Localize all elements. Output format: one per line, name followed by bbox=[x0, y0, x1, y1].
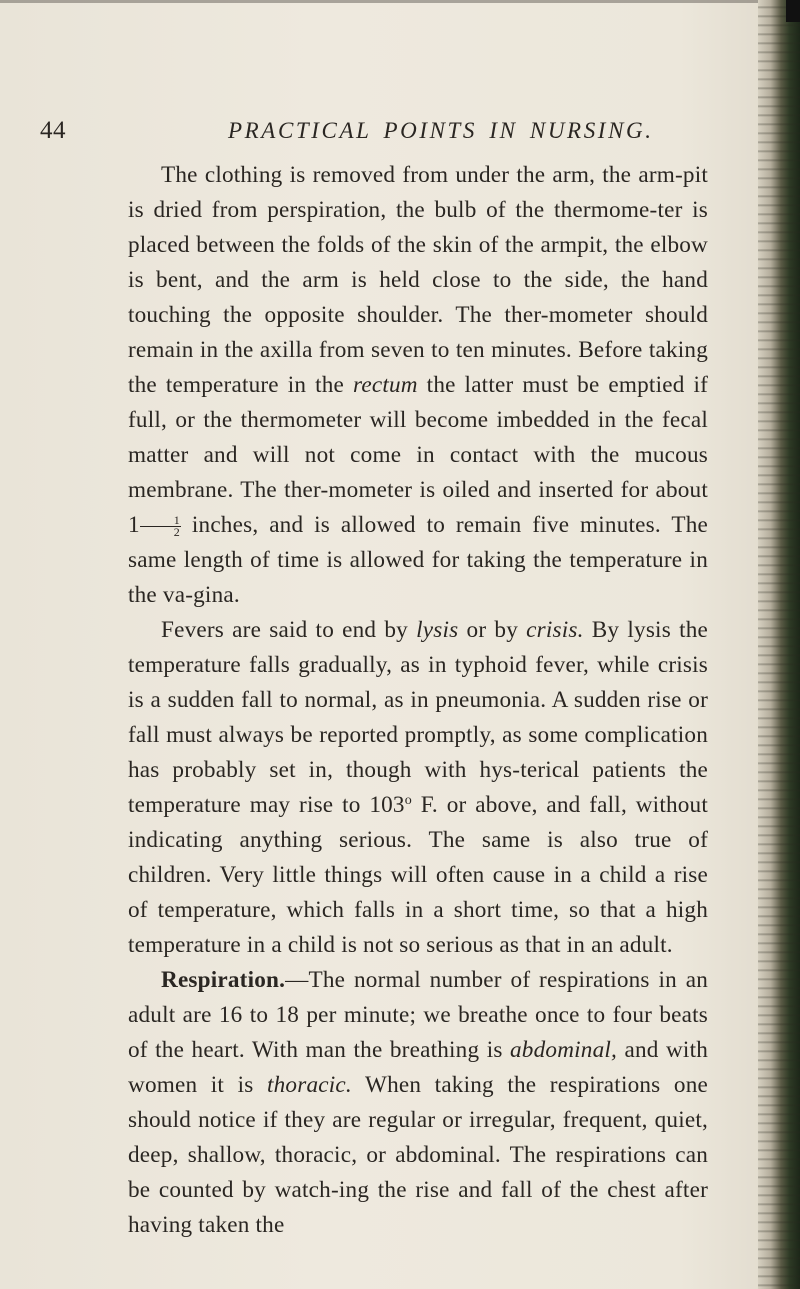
top-rule bbox=[0, 0, 760, 3]
page-edge bbox=[758, 0, 800, 1289]
text-run: or by bbox=[458, 617, 527, 643]
italic-term: thoracic. bbox=[267, 1072, 352, 1098]
italic-term: crisis. bbox=[526, 617, 584, 643]
italic-term: lysis bbox=[416, 617, 459, 643]
text-run: Fevers are said to end by bbox=[161, 617, 417, 643]
degree-sign: o bbox=[404, 793, 412, 808]
edge-mark bbox=[786, 0, 800, 22]
fraction-denominator: 2 bbox=[173, 525, 180, 539]
italic-term: abdominal, bbox=[510, 1037, 618, 1063]
text-run: The clothing is removed from under the arm, the arm-pit is dried from perspiration, the bulb of the thermome-ter is placed between the folds of the skin of the armpit, the elbow is bent, and the arm is held close to the side, the hand touching the opposite shoulder. The ther-mometer should remain in the axilla from seven to ten minutes. Before taking the temperature in the bbox=[128, 162, 708, 398]
italic-term: rectum bbox=[353, 372, 418, 398]
text-run: —The normal number of respirations in an adult are 16 to 18 per minute; we breathe once to four beats of the heart. With man the breathing is bbox=[128, 967, 708, 1063]
text-run: inches, and is allowed to remain five minutes. The same length of time is allowed for taking the temperature in the va-gina. bbox=[128, 512, 708, 608]
body-text bbox=[128, 158, 708, 1243]
text-run: By lysis the temperature falls gradually, as in typhoid fever, while crisis is a sudden fall to normal, as in pneumonia. A sudden rise or fall must always be reported promptly, as some complication has probably set in, though with hys-terical patients the temperature may rise to 103 bbox=[128, 617, 708, 818]
text-run: and with women it is bbox=[128, 1037, 708, 1098]
page-number: 44 bbox=[40, 117, 66, 144]
paragraph-thermometer bbox=[128, 158, 708, 613]
fraction bbox=[140, 515, 181, 538]
text-run: F. or above, and fall, without indicating anything serious. The same is also true of children. Very little things will often cause in a child a rise of temperature, which falls in a short time, so that a high temperature in a child is not so serious as that in an adult. bbox=[128, 792, 708, 958]
fraction-whole: 1 bbox=[128, 512, 140, 538]
section-heading-respiration: Respiration. bbox=[161, 967, 286, 993]
text-run: the latter must be emptied if full, or the thermometer will become imbedded in the fecal matter and will not come in contact with the mucous membrane. The ther-mometer is oiled and inserted for about bbox=[128, 372, 709, 503]
paragraph-respiration bbox=[128, 963, 708, 1243]
fraction-numerator: 1 bbox=[140, 515, 181, 527]
text-run: When taking the respirations one should notice if they are regular or irregular, frequent, quiet, deep, shallow, thoracic, or abdominal. The respirations can be counted by watch-ing the rise and fall of the chest after having taken the bbox=[128, 1072, 708, 1238]
page-header bbox=[0, 117, 760, 157]
running-title: PRACTICAL POINTS IN NURSING. bbox=[228, 118, 654, 143]
paragraph-fevers bbox=[128, 613, 708, 963]
